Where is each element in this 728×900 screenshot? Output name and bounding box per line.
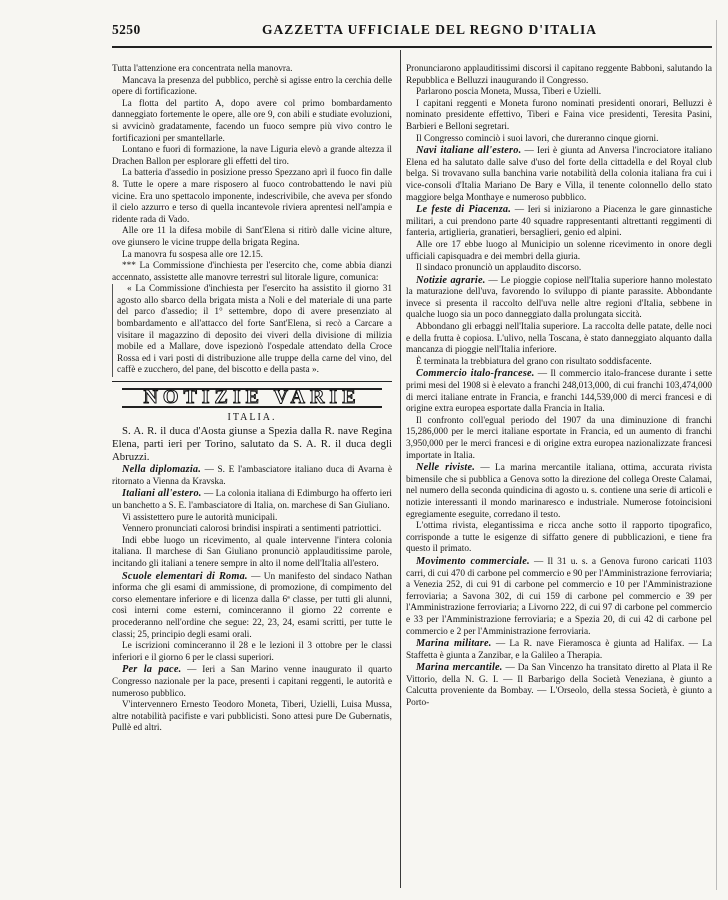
news-item xyxy=(112,488,392,512)
news-text: — S. E l'ambasciatore italiano duca di Avarna è ritornato a Vienna da Kravska. xyxy=(112,465,392,487)
right-column xyxy=(406,64,712,890)
paragraph: V'intervennero Ernesto Teodoro Moneta, Tiberi, Uzielli, Luisa Mussa, altre notabilità pacifiste e vari pubblicisti. Sono attesi pure De Gubernatis, Pullè ed altri. xyxy=(112,700,392,734)
news-heading: Italiani all'estero. xyxy=(122,488,202,500)
paragraph: Indi ebbe luogo un ricevimento, al quale intervenne l'intera colonia italiana. Il marchese di San Giuliano pronunciò applauditissime parole, incitando gli italiani a tenere sempre in alto il nome dell'Italia all'estero. xyxy=(112,535,392,569)
paragraph: Parlarono poscia Moneta, Mussa, Tiberi e Uzielli. xyxy=(416,87,602,98)
news-text: — La colonia italiana di Edimburgo ha offerto ieri un banchetto a S. E. l'ambasciatore di Italia, on. marchese di San Giuliano. xyxy=(112,489,392,511)
news-heading: Navi italiane all'estero. xyxy=(416,145,522,157)
paragraph: È terminata la trebbiatura del grano con risultato soddisfacente. xyxy=(416,356,652,367)
news-heading: Nelle riviste. xyxy=(416,462,476,474)
paragraph: Abbondano gli erbaggi nell'Italia superiore. La raccolta delle patate, delle noci e della frutta è copiosa. L'ulivo, nella Toscana, è stato danneggiato alquanto dalla mancanza di pioggie nell'Italia inferiore. xyxy=(406,322,712,356)
news-item xyxy=(112,664,392,700)
news-heading: Scuole elementari di Roma. xyxy=(122,570,248,582)
news-heading: Marina militare. xyxy=(416,638,492,650)
news-item xyxy=(406,462,712,521)
news-heading: Notizie agrarie. xyxy=(416,274,486,286)
page-header xyxy=(112,22,712,44)
news-heading: Per la pace. xyxy=(122,664,182,676)
page-number: 5250 xyxy=(112,22,141,37)
news-text: — Ieri a San Marino venne inaugurato il quarto Congresso nazionale per la pace, presenti i capitani reggenti, le autorità e numeroso pubblico. xyxy=(112,665,392,699)
news-text: — La R. nave Fieramosca è giunta ad Halifax. — La Staffetta è giunta a Zanzibar, e la Galileo a Therapia. xyxy=(406,639,712,661)
news-item xyxy=(406,368,712,415)
news-text: — La marina mercantile italiana, ottima, accurata rivista bimensile che si pubblica a Genova sotto la direzione del collega Oreste Calamai, nel numero della seconda quindicina di agosto u. s. contiene una serie di articoli e notizie interessanti il mondo marinaresco e industriale. Numerose fotoincisioni egregiamente eseguite, corredano il testo. xyxy=(406,463,712,520)
paragraph: Vi assistettero pure le autorità municipali. xyxy=(122,512,278,523)
quoted-communique: « La Commissione d'inchiesta per l'esercito ha assistito il giorno 31 agosto allo sbarco della brigata mista a Noli e del materiale di una parte del parco d'assedio; il 1° settembre, dopo di avere presenziato al bombardamento e all'attacco del forte Sant'Elena, si recò a Carcare a visitare il magazzino di deposito dei viveri della divisione di milizia mobile ed a Mallare, dove ispezionò l'ospedale attendato della Croce Rossa ed i vari posti di distribuzione alle truppe della carne del vino, del caffè e zucchero, del pane, del biscotto e della pasta ». xyxy=(112,284,392,377)
news-item xyxy=(406,662,712,709)
news-text: — Le pioggie copiose nell'Italia superiore hanno molestato la maturazione dell'uva, favorendo lo sviluppo di piante parassite. Abbondante invece si presenta il raccolto dell'uva nelle altre regioni d'Italia, sebbene in qualche luogo sia un poco danneggiato dalla prolungata siccità. xyxy=(406,275,712,321)
paragraph: Lontano e fuori di formazione, la nave Liguria elevò a grande altezza il Drachen Ballon per esplorare gli effetti del tiro. xyxy=(112,145,392,167)
news-item xyxy=(406,204,712,240)
paragraph: *** La Commissione d'inchiesta per l'esercito che, come abbia dianzi accennato, assistette alle manovre terrestri sul litorale ligure, comunica: xyxy=(112,261,392,283)
column-divider xyxy=(400,50,401,888)
news-text: — Da San Vincenzo ha transitato diretto al Plata il Re Vittorio, della N. G. I. — Il Barbarigo della Società Veneziana, è giunto a Calcutta proveniente da Bombay. — L'Orseolo, della stessa Società, è giunto a Porto- xyxy=(406,663,712,709)
paragraph: L'ottima rivista, elegantissima e ricca anche sotto il rapporto tipografico, corrisponde a tutte le esigenze di siffatto genere di pubblicazioni, e tiene fra questo il primato. xyxy=(406,521,712,555)
news-text: — Il 31 u. s. a Genova furono caricati 1103 carri, di cui 470 di carbone pel commercio e 90 per l'Amministrazione ferroviaria; a Venezia 252, di cui 91 di carbone pel commercio e 10 per l'Amministrazione ferroviaria; a Savona 302, di cui 159 di carbone pel commercio e 39 per l'Amministrazione ferroviaria; a Livorno 222, di cui 97 di carbone pel commercio e 33 per l'Amministrazione ferroviaria; e a Spezia 20, di cui 42 di carbone pel commercio e 2 per l'Amministrazione ferroviaria. xyxy=(406,556,712,637)
paragraph: La flotta del partito A, dopo avere col primo bombardamento danneggiato fortemente le opere, alle ore 9, con abili e studiate evoluzioni, si avvicinò gradatamente, facendo un fuoco sempre più vivo contro le fortificazioni per smantellarle. xyxy=(112,98,392,144)
news-heading: Commercio italo-francese. xyxy=(416,368,535,380)
paragraph: Le iscrizioni cominceranno il 28 e le lezioni il 3 ottobre per le classi inferiori e il giorno 6 per le classi superiori. xyxy=(112,641,392,663)
lead-paragraph: S. A. R. il duca d'Aosta giunse a Spezia dalla R. nave Regina Elena, parti ieri per Torino, salutato da S. A. R. il duca degli Abruzzi. xyxy=(112,425,392,464)
news-text: — Un manifesto del sindaco Nathan informa che gli esami di ammissione, di promozione, di compimento del corso elementare inferiore e di licenza dalla 6ª classe, per tutti gli alunni, così interni come esterni, cominceranno il giorno 22 corrente e procederanno nell'ordine che segue: 22, 23, 24, esami scritti, per tutte le classi; 25, principio degli esami orali. xyxy=(112,571,392,640)
paragraph: La batteria d'assedio in posizione presso Spezzano aprì il fuoco fin dalle 8. Tutte le opere a mare risposero al fuoco controbattendo le navi più vicine. Era uno spettacolo imponente, indescrivibile, che aveva per sfondo il cielo azzurro e terso di quella incantevole riviera aprentesi nell'ampia e ridente rada di Vado. xyxy=(112,168,392,225)
paragraph: Alle ore 17 ebbe luogo al Municipio un solenne ricevimento in onore degli ufficiali capisquadra e dei membri della giuria. xyxy=(406,239,712,262)
news-text: — Il commercio italo-francese durante i sette primi mesi del 1908 si è elevato a franchi 248,013,000, di cui franchi 103,474,000 di merci italiane entrate in Francia, e franchi 144,539,000 di merci francesi e di origine extra europea esportate dalla Francia in Italia. xyxy=(406,369,712,415)
news-heading: Marina mercantile. xyxy=(416,662,503,674)
paragraph: Il confronto coll'egual periodo del 1907 da una diminuzione di franchi 15,286,000 per le merci italiane esportate in Francia, ed un aumento di franchi 3,950,000 per le merci francesi e di origine extra europea nazionalizzate francesi importate in Italia. xyxy=(406,415,712,461)
paragraph: Il Congresso cominciò i suoi lavori, che dureranno cinque giorni. xyxy=(416,133,659,144)
news-item xyxy=(406,638,712,662)
paragraph: Pronunciarono applauditissimi discorsi il capitano reggente Babboni, salutando la Repubblica e Belluzzi inaugurando il Congresso. xyxy=(406,64,712,86)
paragraph: Mancava la presenza del pubblico, perchè si agisse entro la cerchia delle opere di fortificazione. xyxy=(112,75,392,98)
news-item xyxy=(406,275,712,322)
news-item xyxy=(406,556,712,638)
section-banner: NOTIZIE VARIE xyxy=(122,388,382,408)
paragraph: Vennero pronunciati calorosi brindisi inspirati a sentimenti patriottici. xyxy=(122,524,382,535)
paragraph: Il sindaco pronunciò un applaudito discorso. xyxy=(416,263,582,274)
paragraph: Tutta l'attenzione era concentrata nella manovra. xyxy=(112,64,293,74)
page-edge-line xyxy=(716,20,717,890)
news-item xyxy=(112,464,392,488)
paragraph: Alle ore 11 la difesa mobile di Sant'Elena si ritirò dalle vicine alture, ove giunsero le vicine truppe della brigata Regina. xyxy=(112,226,392,248)
news-item xyxy=(406,145,712,204)
news-heading: Le feste di Piacenza. xyxy=(416,204,512,216)
news-heading: Nella diplomazia. xyxy=(122,464,202,476)
section-rule xyxy=(112,381,392,382)
news-text: — Ieri è giunta ad Anversa l'incrociatore italiano Elena ed ha salutato dalle salve d'uso del forte della cittadella e del Royal club belga. Si trovavano sulla banchina varie notabilità della colonia italiana fra cui i vice-consoli d'Italia Mariano De Bary e Villa, il tenente colonnello dello stato maggiore belga Monthaye e numeroso pubblico. xyxy=(406,146,712,203)
paragraph: I capitani reggenti e Moneta furono nominati presidenti onorari, Belluzzi è nominato presidente effettivo, Tiberi e Faina vice presidenti, Teresita Pasini, Barbieri e Belloni segretari. xyxy=(406,98,712,132)
newspaper-title: GAZZETTA UFFICIALE DEL REGNO D'ITALIA xyxy=(262,22,598,37)
paragraph: La manovra fu sospesa alle ore 12.15. xyxy=(122,249,263,260)
left-column xyxy=(112,64,392,890)
news-text: — Ieri si iniziarono a Piacenza le gare ginnastiche militari, a cui prendono parte 40 squadre rappresentanti altrettanti reggimenti di fanteria, artiglieria, granatieri, bersaglieri, genio ed alpini. xyxy=(406,205,712,239)
news-heading: Movimento commerciale. xyxy=(416,555,530,567)
news-item xyxy=(112,571,392,642)
section-subhead: ITALIA. xyxy=(227,411,277,423)
header-rule xyxy=(112,46,712,48)
